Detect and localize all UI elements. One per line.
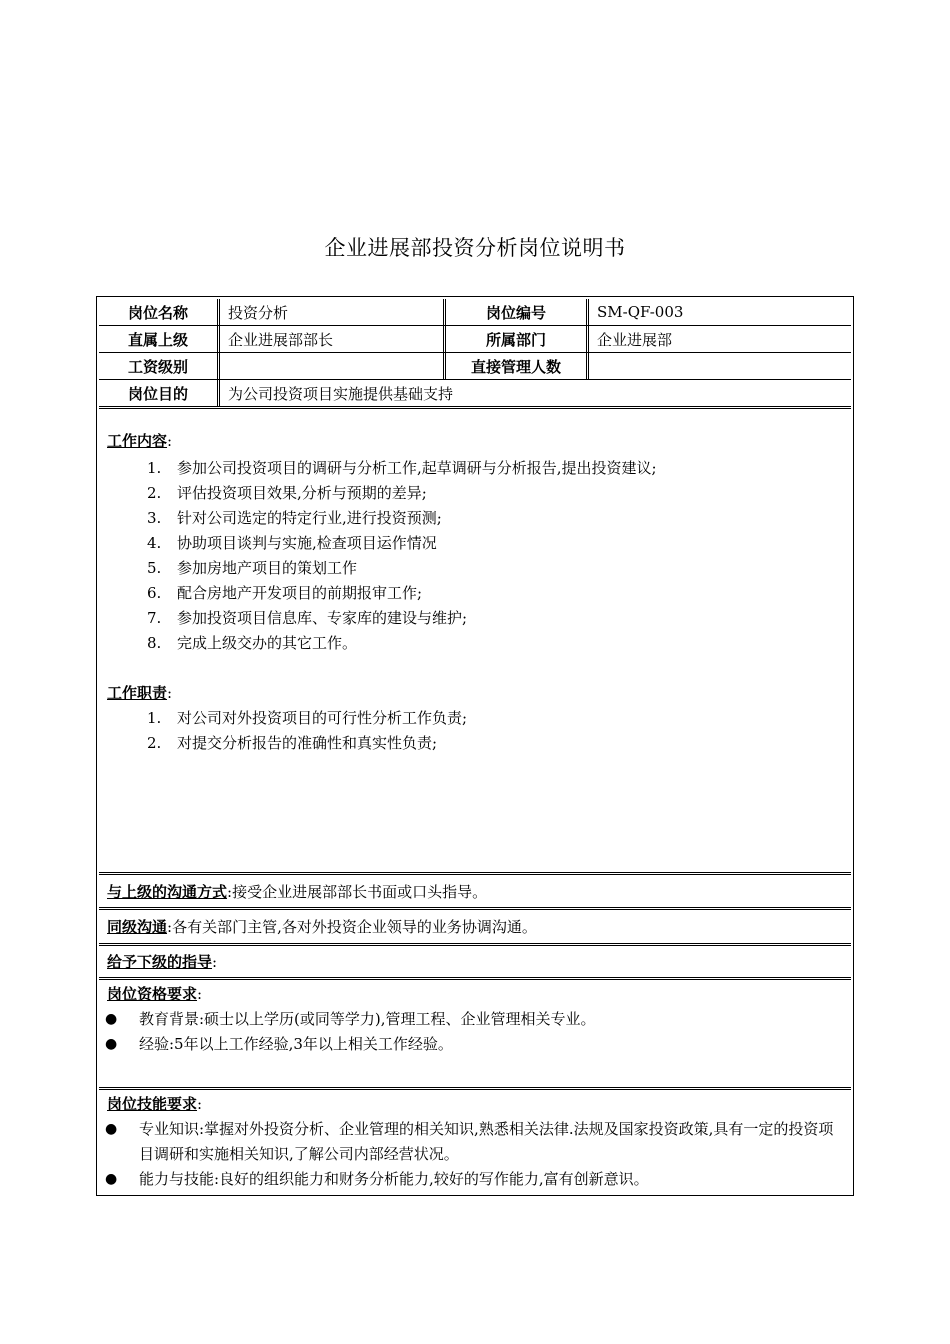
label-direct-superior: 直属上级 bbox=[127, 330, 188, 349]
subordinate-guide-row bbox=[99, 943, 851, 977]
qualification-section: 岗位资格要求: ● 教育背景:硕士以上学历(或同等学力),管理工程、企业管理相关专业。 ● 经验:5年以上工作经验,3年以上相关工作经验。 bbox=[99, 977, 851, 1087]
list-item: ● 能力与技能:良好的组织能力和财务分析能力,较好的写作能力,富有创新意识。 bbox=[99, 1167, 843, 1192]
label-direct-reports: 直接管理人数 bbox=[443, 353, 586, 379]
value-salary-grade bbox=[217, 353, 443, 379]
value-position-name: 投资分析 bbox=[217, 299, 443, 325]
superior-comm-heading: 与上级的沟通方式 bbox=[107, 882, 228, 901]
work-duty-list bbox=[107, 706, 851, 756]
qualification-heading: 岗位资格要求 bbox=[107, 985, 198, 1003]
value-direct-superior: 企业进展部部长 bbox=[217, 326, 443, 352]
label-position-code: 岗位编号 bbox=[443, 299, 586, 325]
label-salary-grade: 工资级别 bbox=[127, 357, 188, 376]
peer-comm-row bbox=[99, 907, 851, 943]
subordinate-guide-heading: 给予下级的指导 bbox=[107, 953, 213, 971]
job-description-table bbox=[96, 296, 854, 1196]
label-department: 所属部门 bbox=[443, 326, 586, 352]
list-item: 3. 针对公司选定的特定行业,进行投资预测; bbox=[147, 509, 442, 527]
list-item: 1. 参加公司投资项目的调研与分析工作,起草调研与分析报告,提出投资建议; bbox=[147, 459, 657, 477]
bullet-icon: ● bbox=[105, 1036, 118, 1052]
superior-comm-text: :接受企业进展部部长书面或口头指导。 bbox=[227, 882, 488, 901]
info-row-1 bbox=[99, 299, 851, 326]
value-direct-reports bbox=[586, 353, 851, 379]
value-position-code: SM-QF-003 bbox=[586, 299, 851, 325]
list-item: 2. 评估投资项目效果,分析与预期的差异; bbox=[147, 484, 427, 502]
label-position-purpose: 岗位目的 bbox=[127, 384, 188, 403]
document-title: 企业进展部投资分析岗位说明书 bbox=[324, 236, 626, 260]
value-department: 企业进展部 bbox=[586, 326, 851, 352]
peer-comm-text: :各有关部门主管,各对外投资企业领导的业务协调沟通。 bbox=[167, 918, 537, 936]
qualification-list bbox=[99, 1007, 851, 1057]
info-row-4 bbox=[99, 380, 851, 409]
bullet-icon: ● bbox=[105, 1121, 118, 1137]
info-row-2 bbox=[99, 326, 851, 353]
list-item: ● 专业知识:掌握对外投资分析、企业管理的相关知识,熟悉相关法律.法规及国家投资政策,具有一定的投资项目调研和实施相关知识,了解公司内部经营状况。 bbox=[99, 1117, 843, 1167]
bullet-icon: ● bbox=[105, 1011, 118, 1027]
list-item: 5. 参加房地产项目的策划工作 bbox=[147, 559, 358, 577]
value-position-purpose: 为公司投资项目实施提供基础支持 bbox=[217, 380, 851, 406]
skills-heading: 岗位技能要求 bbox=[107, 1095, 198, 1113]
list-item: ● 教育背景:硕士以上学历(或同等学力),管理工程、企业管理相关专业。 bbox=[99, 1007, 851, 1032]
list-item: 2. 对提交分析报告的准确性和真实性负责; bbox=[147, 734, 438, 752]
list-item: ● 经验:5年以上工作经验,3年以上相关工作经验。 bbox=[99, 1032, 851, 1057]
peer-comm-heading: 同级沟通 bbox=[107, 918, 168, 936]
work-content-list bbox=[107, 456, 851, 656]
work-duty-heading: 工作职责 bbox=[107, 684, 168, 702]
info-row-3 bbox=[99, 353, 851, 380]
list-item: 8. 完成上级交办的其它工作。 bbox=[147, 634, 358, 652]
work-content-heading: 工作内容 bbox=[107, 432, 168, 450]
list-item: 7. 参加投资项目信息库、专家库的建设与维护; bbox=[147, 609, 468, 627]
subordinate-guide-text: : bbox=[212, 952, 218, 971]
work-section: 工作内容: 1. 参加公司投资项目的调研与分析工作,起草调研与分析报告,提出投资建议; 2. 评估投资项目效果,分析与预期的差异; 3. 针对公司选定的特定行业,进行投资预测; 4. 协助项目谈判与实施,检查项目运作情况 5. 参加房地产项目的策划工作 6. 配合房地产开发项目的前期报审工作; 7. 参加投资项目信息库、专家库的建设与维护; 8. 完成上级交办的其它工作。 工作职责: 1. 对公司对外投资项目的可行性分析工作负责; 2. 对提交分析报告的准确性和真实性负责; bbox=[99, 409, 851, 872]
bullet-icon: ● bbox=[105, 1171, 118, 1187]
skills-section: 岗位技能要求: ● 专业知识:掌握对外投资分析、企业管理的相关知识,熟悉相关法律.法规及国家投资政策,具有一定的投资项目调研和实施相关知识,了解公司内部经营状况。 ● 能力与技能:良好的组织能力和财务分析能力,较好的写作能力,富有创新意识。 bbox=[99, 1087, 851, 1193]
list-item: 6. 配合房地产开发项目的前期报审工作; bbox=[147, 584, 423, 602]
label-position-name: 岗位名称 bbox=[127, 303, 188, 322]
superior-comm-row bbox=[99, 872, 851, 907]
list-item: 1. 对公司对外投资项目的可行性分析工作负责; bbox=[147, 709, 468, 727]
list-item: 4. 协助项目谈判与实施,检查项目运作情况 bbox=[147, 534, 437, 552]
skills-list bbox=[99, 1117, 843, 1192]
